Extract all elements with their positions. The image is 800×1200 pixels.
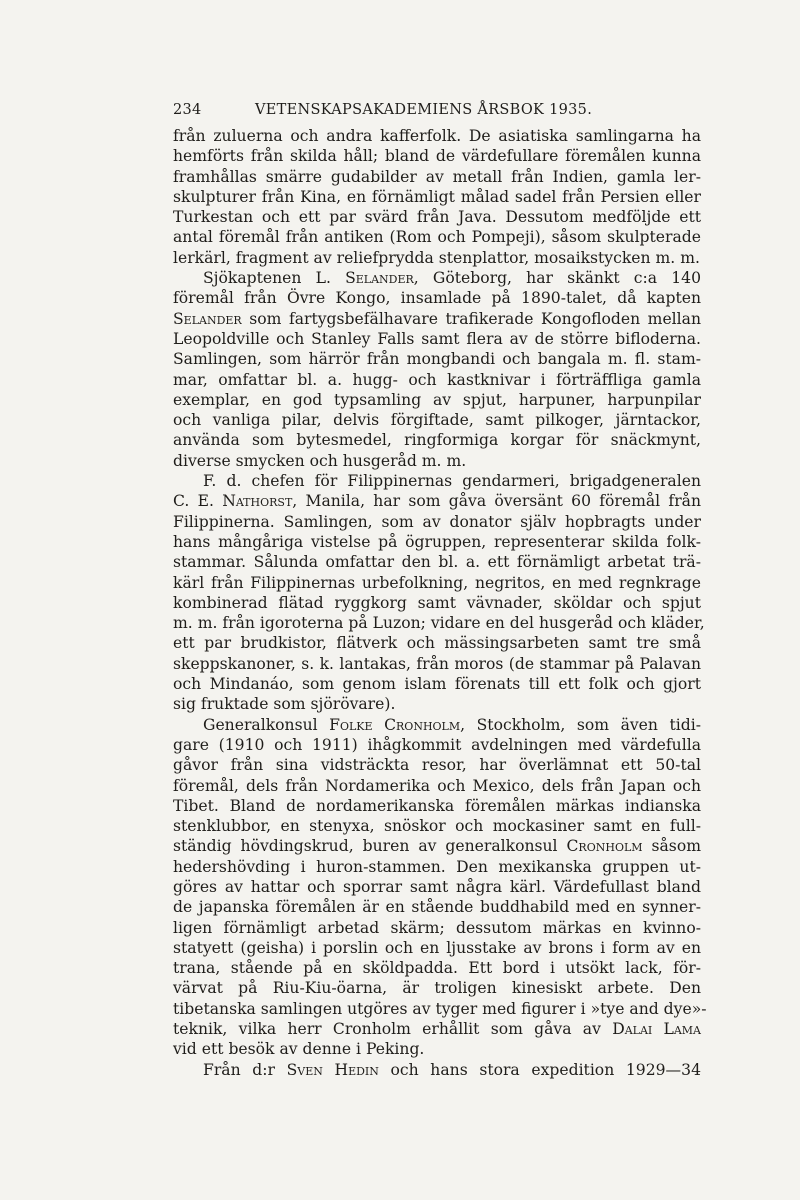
page-header	[173, 102, 703, 118]
line-text-after: , Stockholm, som även tidi-	[460, 715, 701, 734]
text-line	[173, 268, 701, 288]
text-line: Turkestan och ett par svärd från Java. Dessutom medföljde ett	[173, 208, 701, 227]
text-line: använda som bytesmedel, ringformiga korgar för snäckmynt,	[173, 431, 701, 450]
text-line: och vanliga pilar, delvis förgiftade, samt pilkoger, järntackor,	[173, 411, 701, 430]
text-line: kombinerad flätad ryggkorg samt vävnader, sköldar och spjut	[173, 593, 701, 612]
paragraph	[173, 715, 707, 1060]
person-name: Nathorst	[222, 492, 293, 511]
text-line: gåvor från sina vidsträckta resor, har överlämnat ett 50-tal	[173, 756, 701, 775]
person-name: Folke Cronholm	[329, 715, 461, 734]
text-line: trana, stående på en sköldpadda. Ett bord i utsökt lack, för-	[173, 959, 701, 978]
text-line: och Mindanáo, som genom islam förenats till ett folk och gjort	[173, 675, 701, 694]
running-title: VETENSKAPSAKADEMIENS ÅRSBOK 1935.	[255, 102, 593, 118]
text-line: mar, omfattar bl. a. hugg- och kastknivar i förträffliga gamla	[173, 370, 701, 389]
text-line: föremål från Övre Kongo, insamlade på 1890-talet, då kapten	[173, 289, 701, 308]
text-line	[173, 309, 701, 329]
paragraph	[173, 126, 701, 268]
person-name: Sven Hedin	[286, 1060, 379, 1079]
text-line: föremål, dels från Nordamerika och Mexico, dels från Japan och	[173, 776, 701, 795]
body-text	[173, 126, 707, 1080]
text-line: sig fruktade som sjörövare).	[173, 695, 396, 714]
text-line: Filippinerna. Samlingen, som av donator själv hopbragts under	[173, 512, 701, 531]
text-line: gare (1910 och 1911) ihågkommit avdelningen med värdefulla	[173, 735, 701, 754]
text-line: stammar. Sålunda omfattar den bl. a. ett förnämligt arbetat trä-	[173, 553, 701, 572]
text-line	[173, 836, 701, 856]
person-name: Selander	[173, 309, 242, 328]
text-line: F. d. chefen för Filippinernas gendarmeri, brigadgeneralen	[203, 472, 701, 491]
text-line: statyett (geisha) i porslin och en ljusstake av brons i form av en	[173, 938, 701, 957]
text-line: ligen förnämligt arbetad skärm; dessutom märkas en kvinno-	[173, 918, 701, 937]
line-text-after: , Manila, har som gåva översänt 60 föremål från	[292, 492, 701, 511]
text-line: diverse smycken och husgeråd m. m.	[173, 451, 467, 470]
text-line: tibetanska samlingen utgöres av tyger med figurer i »tye and dye»-	[173, 999, 707, 1018]
text-line: stenklubbor, en stenyxa, snöskor och mockasiner samt en full-	[173, 817, 701, 836]
text-line	[173, 1019, 701, 1039]
text-line: Tibet. Bland de nordamerikanska föremålen märkas indianska	[173, 796, 701, 815]
text-line	[173, 491, 701, 511]
person-name: Dalai Lama	[612, 1020, 702, 1039]
paragraph	[173, 268, 701, 471]
line-text-before: Från d:r	[203, 1060, 287, 1079]
text-line: hans mångåriga vistelse på ögruppen, representerar skilda folk-	[173, 532, 701, 551]
paragraph	[173, 471, 705, 715]
text-line: kärl från Filippinernas urbefolkning, negritos, en med regnkrage	[173, 573, 701, 592]
line-text-after: som fartygsbefälhavare trafikerade Kongofloden mellan	[241, 309, 701, 328]
line-text-after: såsom	[642, 837, 701, 856]
text-line: skeppskanoner, s. k. lantakas, från moros (de stammar på Palavan	[173, 654, 701, 673]
text-line: hemförts från skilda håll; bland de värdefullare föremålen kunna	[173, 147, 701, 166]
text-line: värvat på Riu-Kiu-öarna, är troligen kinesiskt arbete. Den	[173, 979, 701, 998]
text-line: m. m. från igoroterna på Luzon; vidare en del husgeråd och kläder,	[173, 614, 705, 633]
text-line: Leopoldville och Stanley Falls samt flera av de större bifloderna.	[173, 329, 701, 348]
text-line: lerkärl, fragment av reliefprydda stenplattor, mosaikstycken m. m.	[173, 248, 700, 267]
text-line: ett par brudkistor, flätverk och mässingsarbeten samt tre små	[173, 634, 701, 653]
line-text-before: teknik, vilka herr Cronholm erhållit som gåva av	[173, 1020, 613, 1039]
text-line: hedershövding i huron-stammen. Den mexikanska gruppen ut-	[173, 857, 701, 876]
text-line: framhållas smärre gudabilder av metall från Indien, gamla ler-	[173, 167, 701, 186]
line-text-after: och hans stora expedition 1929—34	[378, 1060, 701, 1079]
text-line: skulpturer från Kina, en förnämligt målad sadel från Persien eller	[173, 187, 701, 206]
text-line: exemplar, en god typsamling av spjut, harpuner, harpunpilar	[173, 390, 701, 409]
text-line	[173, 1060, 701, 1080]
person-name: Selander	[345, 269, 414, 288]
page-number: 234	[173, 102, 202, 118]
line-text-after: , Göteborg, har skänkt c:a 140	[413, 269, 701, 288]
text-line: från zuluerna och andra kafferfolk. De asiatiska samlingarna ha	[173, 127, 701, 145]
text-line	[173, 715, 701, 735]
paragraph	[173, 1060, 701, 1080]
line-text-before: C. E.	[173, 492, 223, 511]
line-text-before: ständig hövdingskrud, buren av generalkonsul	[173, 837, 567, 856]
text-line: antal föremål från antiken (Rom och Pompeji), såsom skulpterade	[173, 228, 701, 247]
line-text-before: Sjökaptenen L.	[203, 269, 346, 288]
text-line: Samlingen, som härrör från mongbandi och bangala m. fl. stam-	[173, 350, 701, 369]
person-name: Cronholm	[566, 837, 643, 856]
text-line: göres av hattar och sporrar samt några kärl. Värdefullast bland	[173, 877, 701, 896]
line-text-before: Generalkonsul	[203, 715, 330, 734]
text-line: vid ett besök av denne i Peking.	[173, 1040, 425, 1059]
text-line: de japanska föremålen är en stående buddhabild med en synner-	[173, 898, 701, 917]
